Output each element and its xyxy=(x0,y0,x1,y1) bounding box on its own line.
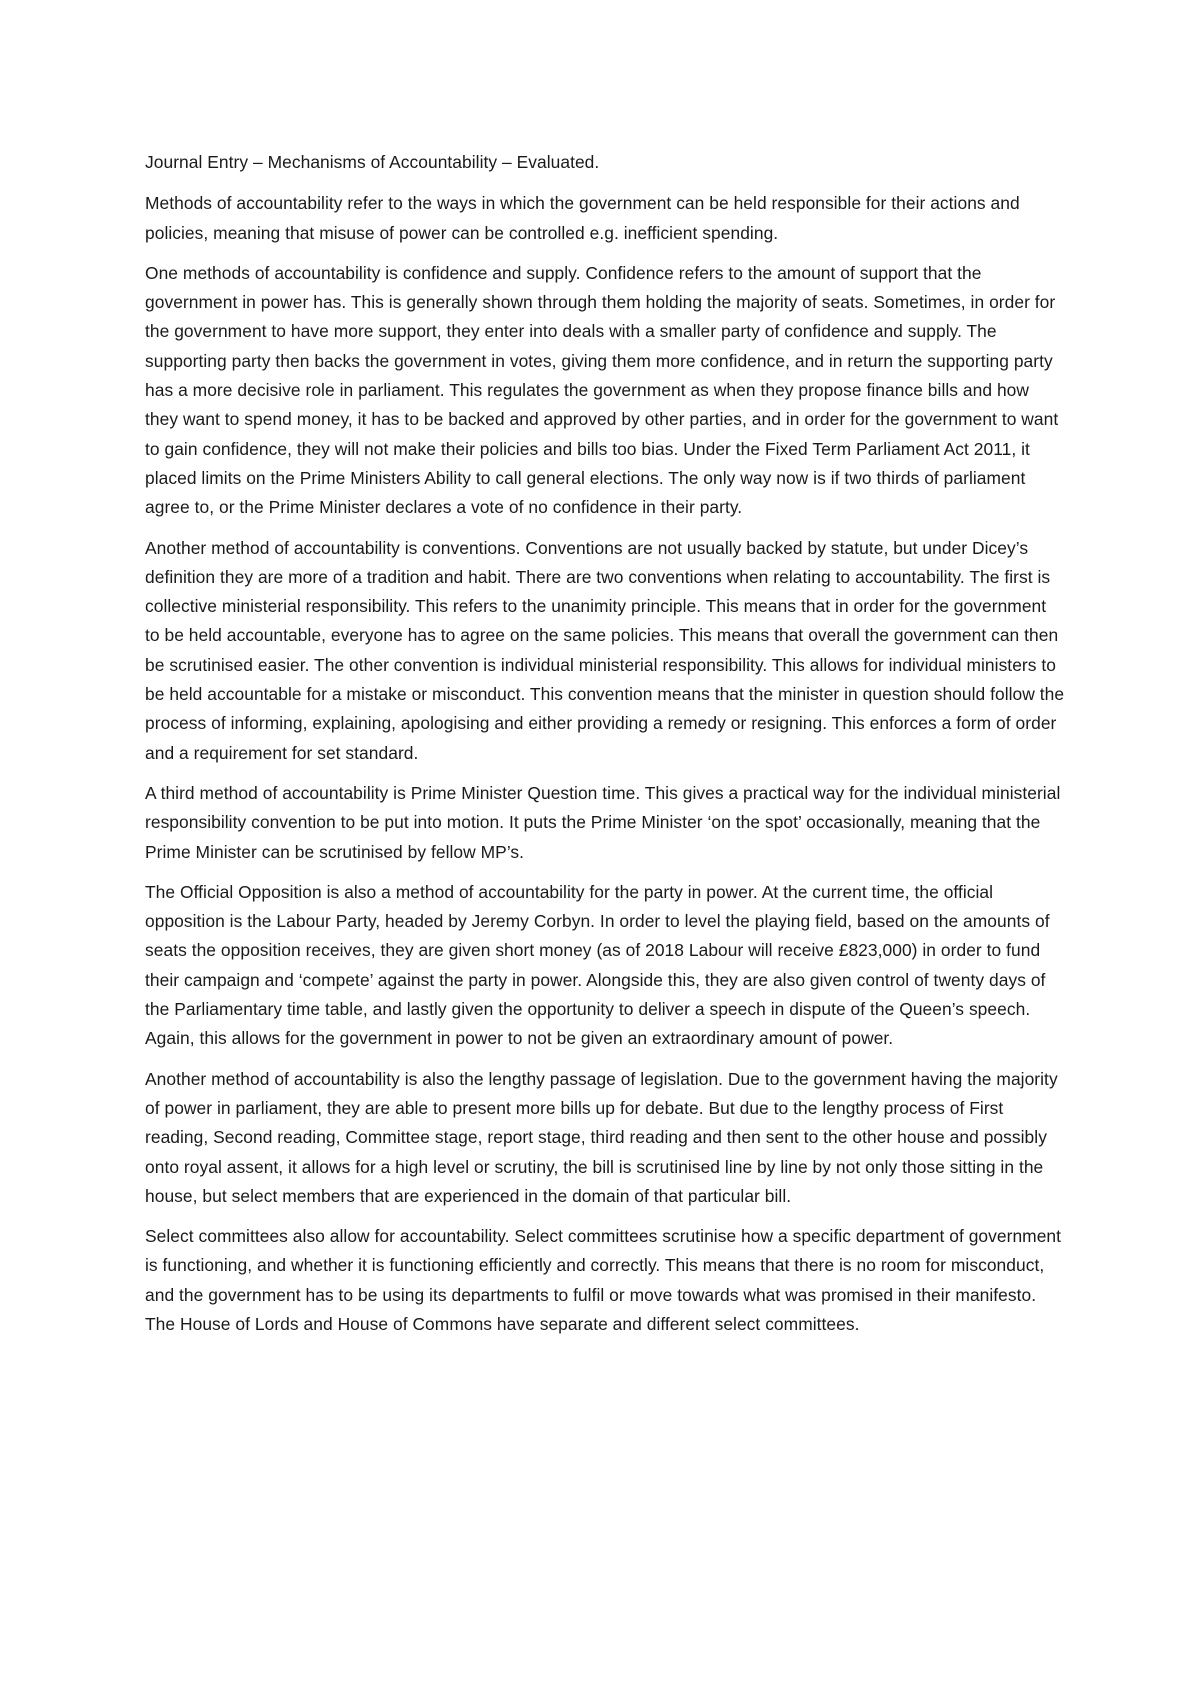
paragraph-confidence-and-supply: One methods of accountability is confidence and supply. Confidence refers to the amount of support that the government in power has. This is generally shown through them holding the majority of seats. Sometimes, in order for the government to have more support, they enter into deals with a smaller party of confidence and supply. The supporting party then backs the government in votes, giving them more confidence, and in return the supporting party has a more decisive role in parliament. This regulates the government as when they propose finance bills and how they want to spend money, it has to be backed and approved by other parties, and in order for the government to want to gain confidence, they will not make their policies and bills too bias. Under the Fixed Term Parliament Act 2011, it placed limits on the Prime Ministers Ability to call general elections. The only way now is if two thirds of parliament agree to, or the Prime Minister declares a vote of no confidence in their party. xyxy=(145,262,1059,518)
paragraph-passage-of-legislation: Another method of accountability is also the lengthy passage of legislation. Due to the government having the majority of power in parliament, they are able to present more bills up for debate. But due to the lengthy process of First reading, Second reading, Committee stage, report stage, third reading and then sent to the other house and possibly onto royal assent, it allows for a high level or scrutiny, the bill is scrutinised line by line by not only those sitting in the house, but select members that are experienced in the domain of that particular bill. xyxy=(145,1068,1058,1206)
paragraph-pmqs: A third method of accountability is Prime Minister Question time. This gives a practical way for the individual ministerial responsibility convention to be put into motion. It puts the Prime Minister ‘on the spot’ occasionally, meaning that the Prime Minister can be scrutinised by fellow MP’s. xyxy=(145,782,1061,862)
paragraph-conventions: Another method of accountability is conventions. Conventions are not usually backed by statute, but under Dicey’s definition they are more of a tradition and habit. There are two conventions when relating to accountability. The first is collective ministerial responsibility. This refers to the unanimity principle. This means that in order for the government to be held accountable, everyone has to agree on the same policies. This means that overall the government can then be scrutinised easier. The other convention is individual ministerial responsibility. This allows for individual ministers to be held accountable for a mistake or misconduct. This convention means that the minister in question should follow the process of informing, explaining, apologising and either providing a remedy or resigning. This enforces a form of order and a requirement for set standard. xyxy=(145,537,1065,763)
paragraph-official-opposition: The Official Opposition is also a method of accountability for the party in power. At the current time, the official opposition is the Labour Party, headed by Jeremy Corbyn. In order to level the playing field, based on the amounts of seats the opposition receives, they are given short money (as of 2018 Labour will receive £823,000) in order to fund their campaign and ‘compete’ against the party in power. Alongside this, they are also given control of twenty days of the Parliamentary time table, and lastly given the opportunity to deliver a speech in dispute of the Queen’s speech. Again, this allows for the government in power to not be given an extraordinary amount of power. xyxy=(145,881,1050,1049)
document-title: Journal Entry – Mechanisms of Accountability – Evaluated. xyxy=(145,152,600,172)
document-body xyxy=(145,148,1065,1350)
paragraph-intro: Methods of accountability refer to the ways in which the government can be held responsible for their actions and policies, meaning that misuse of power can be controlled e.g. inefficient spending. xyxy=(145,193,1020,243)
paragraph-select-committees: Select committees also allow for accountability. Select committees scrutinise how a specific department of government is functioning, and whether it is functioning efficiently and correctly. This means that there is no room for misconduct, and the government has to be using its departments to fulfil or move towards what was promised in their manifesto. The House of Lords and House of Commons have separate and different select committees. xyxy=(145,1226,1062,1334)
